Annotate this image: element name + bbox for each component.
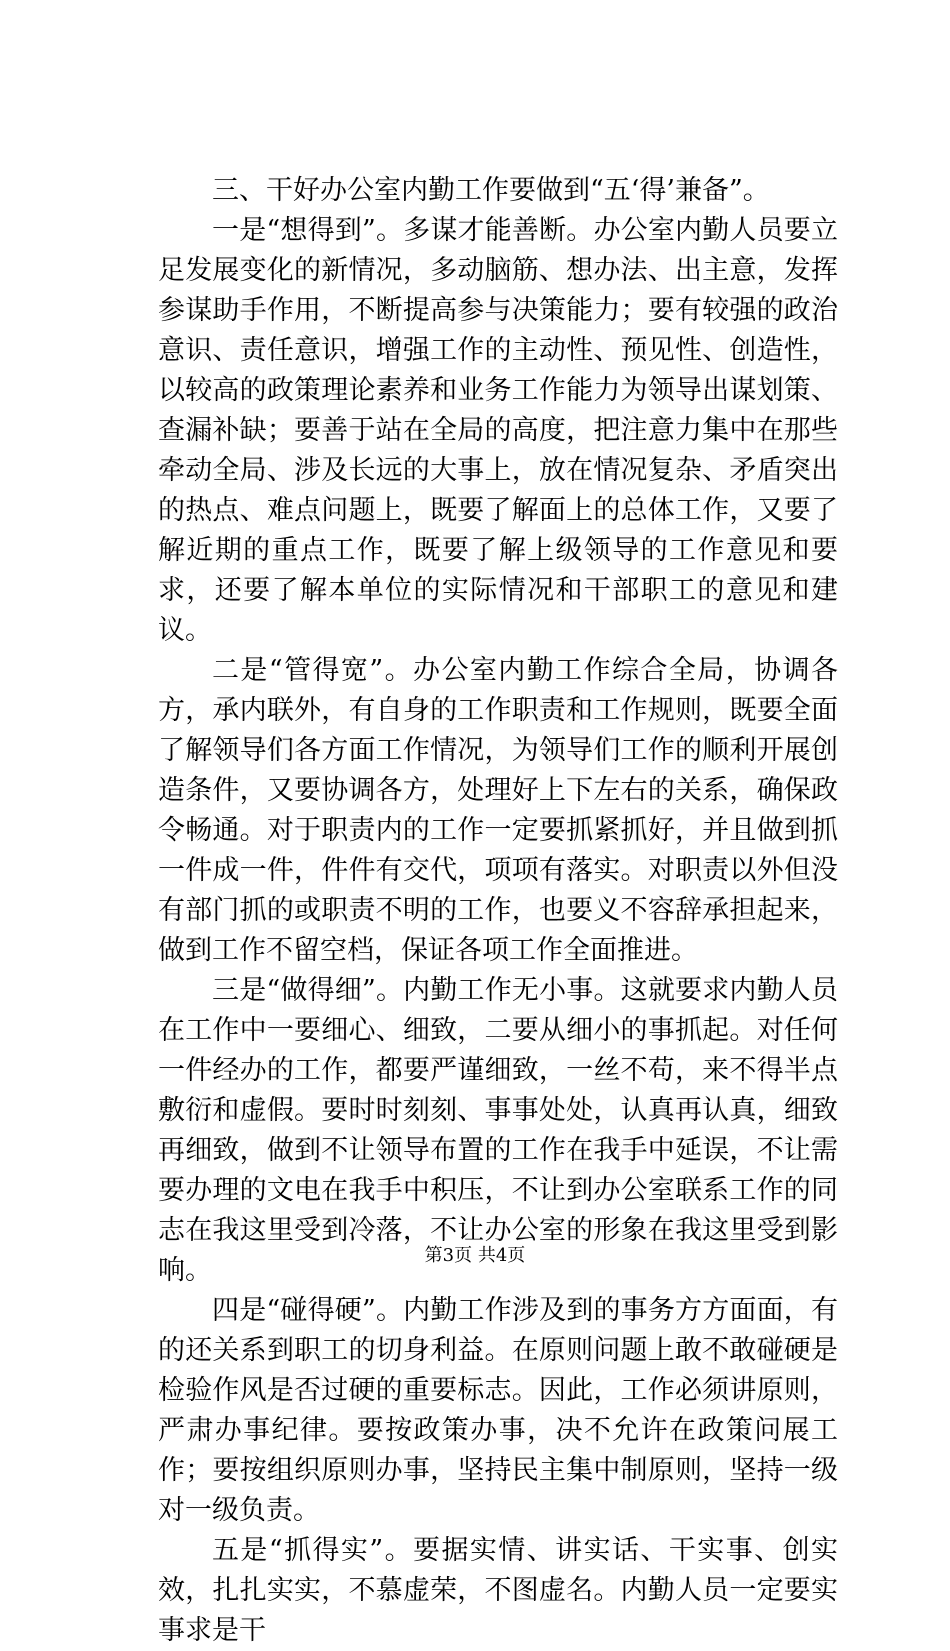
paragraph-zuo-de-xi: 三是“做得细”。内勤工作无小事。这就要求内勤人员在工作中一要细心、细致，二要从细小的事抓起。对任何一件经办的工作，都要严谨细致，一丝不苟，来不得半点敷衍和虚假。要时时刻刻、事事处处，认真再认真，细致再细致，做到不让领导布置的工作在我手中延误，不让需要办理的文电在我手中积压，不让到办公室联系工作的同志在我这里受到冷落，不让办公室的形象在我这里受到影响。 bbox=[158, 975, 838, 1286]
paragraph-xiang-de-dao: 一是“想得到”。多谋才能善断。办公室内勤人员要立足发展变化的新情况，多动脑筋、想办法、出主意，发挥参谋助手作用，不断提高参与决策能力；要有较强的政治意识、责任意识，增强工作的主动性、预见性、创造性，以较高的政策理论素养和业务工作能力为领导出谋划策、查漏补缺；要善于站在全局的高度，把注意力集中在那些牵动全局、涉及长远的大事上，放在情况复杂、矛盾突出的热点、难点问题上，既要了解面上的总体工作，又要了解近期的重点工作，既要了解上级领导的工作意见和要求，还要了解本单位的实际情况和干部职工的意见和建议。 bbox=[158, 215, 838, 646]
document-body bbox=[158, 171, 838, 1651]
section-heading: 三、干好办公室内勤工作要做到“五‘得’兼备”。 bbox=[212, 175, 770, 206]
page-footer: 第3页 共4页 bbox=[424, 1245, 526, 1266]
paragraph-guan-de-kuan: 二是“管得宽”。办公室内勤工作综合全局，协调各方，承内联外，有自身的工作职责和工作规则，既要全面了解领导们各方面工作情况，为领导们工作的顺利开展创造条件，又要协调各方，处理好上下左右的关系，确保政令畅通。对于职责内的工作一定要抓紧抓好，并且做到抓一件成一件，件件有交代，项项有落实。对职责以外但没有部门抓的或职责不明的工作，也要义不容辞承担起来，做到工作不留空档，保证各项工作全面推进。 bbox=[158, 655, 838, 966]
paragraph-zhua-de-shi: 五是“抓得实”。要据实情、讲实话、干实事、创实效，扎扎实实，不慕虚荣，不图虚名。内勤人员一定要实事求是干 bbox=[158, 1535, 838, 1646]
paragraph-peng-de-ying: 四是“碰得硬”。内勤工作涉及到的事务方方面面，有的还关系到职工的切身利益。在原则问题上敢不敢碰硬是检验作风是否过硬的重要标志。因此，工作必须讲原则，严肃办事纪律。要按政策办事，决不允许在政策问展工作；要按组织原则办事，坚持民主集中制原则，坚持一级对一级负责。 bbox=[158, 1295, 838, 1526]
